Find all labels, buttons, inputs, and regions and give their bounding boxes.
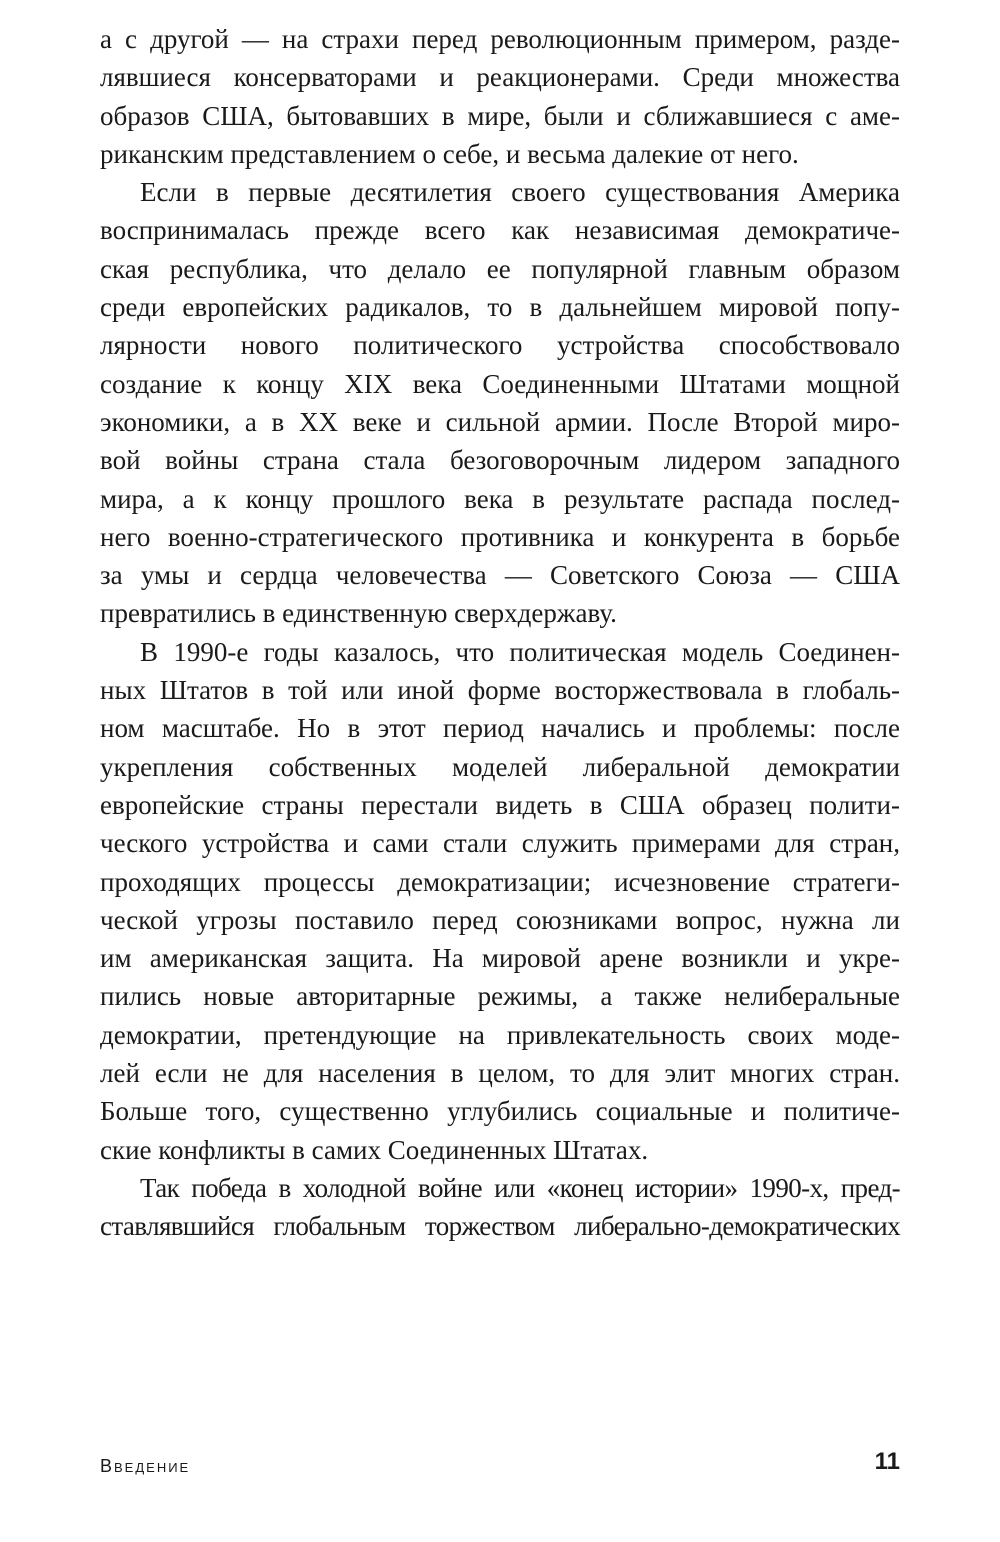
text-line: за умы и сердца человечества — Советского Союза — США: [100, 560, 900, 591]
text-line: Больше того, существенно углубились социальные и политиче-: [100, 1096, 900, 1127]
text-line: им американская защита. На мировой арене возникли и укре-: [100, 943, 900, 974]
paragraph: [100, 20, 900, 173]
text-line: ческой угрозы поставило перед союзниками вопрос, нужна ли: [100, 904, 900, 935]
text-line: среди европейских радикалов, то в дальнейшем мировой попу-: [100, 292, 900, 323]
text-line: ческого устройства и сами стали служить примерами для стран,: [100, 828, 900, 859]
text-line: европейские страны перестали видеть в США образец полити-: [100, 789, 900, 820]
text-line: проходящих процессы демократизации; исчезновение стратеги-: [100, 866, 900, 897]
page-footer: [100, 1448, 900, 1484]
text-line: пились новые авторитарные режимы, а также нелиберальные: [100, 981, 900, 1012]
paragraph: [100, 173, 900, 633]
text-line: него военно-стратегического противника и конкурента в борьбе: [100, 521, 900, 552]
text-line: ские конфликты в самих Соединенных Штатах.: [100, 1134, 649, 1165]
text-line: превратились в единственную сверхдержаву.: [100, 598, 617, 629]
text-line: В 1990-е годы казалось, что политическая модель Соединен-: [140, 636, 900, 667]
running-title: Введение: [100, 1456, 191, 1476]
text-line: ном масштабе. Но в этот период начались и проблемы: после: [100, 713, 900, 744]
text-line: а с другой — на страхи перед революционным примером, разде-: [100, 24, 900, 54]
text-line: образов США, бытовавших в мире, были и сближавшиеся с аме-: [100, 100, 900, 131]
text-line: ных Штатов в той или иной форме восторжествовала в глобаль-: [100, 675, 900, 706]
text-line: лей если не для населения в целом, то для элит многих стран.: [100, 1058, 900, 1089]
text-line: мира, а к концу прошлого века в результате распада послед-: [100, 483, 900, 514]
text-line: экономики, а в XX веке и сильной армии. После Второй миро-: [100, 406, 900, 437]
text-line: вой войны страна стала безоговорочным лидером западного: [100, 445, 900, 476]
text-line: лярности нового политического устройства способствовало: [100, 330, 900, 361]
text-line: Так победа в холодной войне или «конец истории» 1990-х, пред-: [140, 1172, 900, 1203]
text-line: укрепления собственных моделей либеральной демократии: [100, 751, 900, 782]
paragraph: [100, 633, 900, 1169]
text-line: ставлявшийся глобальным торжеством либерально-демократических: [100, 1211, 900, 1242]
page-number: 11: [874, 1448, 900, 1475]
paragraph: [100, 1169, 900, 1246]
body-text: [100, 20, 900, 1246]
text-line: лявшиеся консерваторами и реакционерами. Среди множества: [100, 62, 900, 93]
text-line: демократии, претендующие на привлекательность своих моде-: [100, 1019, 900, 1050]
text-line: Если в первые десятилетия своего существования Америка: [140, 177, 900, 208]
text-line: риканским представлением о себе, и весьма далекие от него.: [100, 138, 799, 169]
text-line: создание к концу XIX века Соединенными Штатами мощной: [100, 368, 900, 399]
text-line: воспринималась прежде всего как независимая демократиче-: [100, 215, 900, 246]
text-line: ская республика, что делало ее популярной главным образом: [100, 253, 900, 284]
